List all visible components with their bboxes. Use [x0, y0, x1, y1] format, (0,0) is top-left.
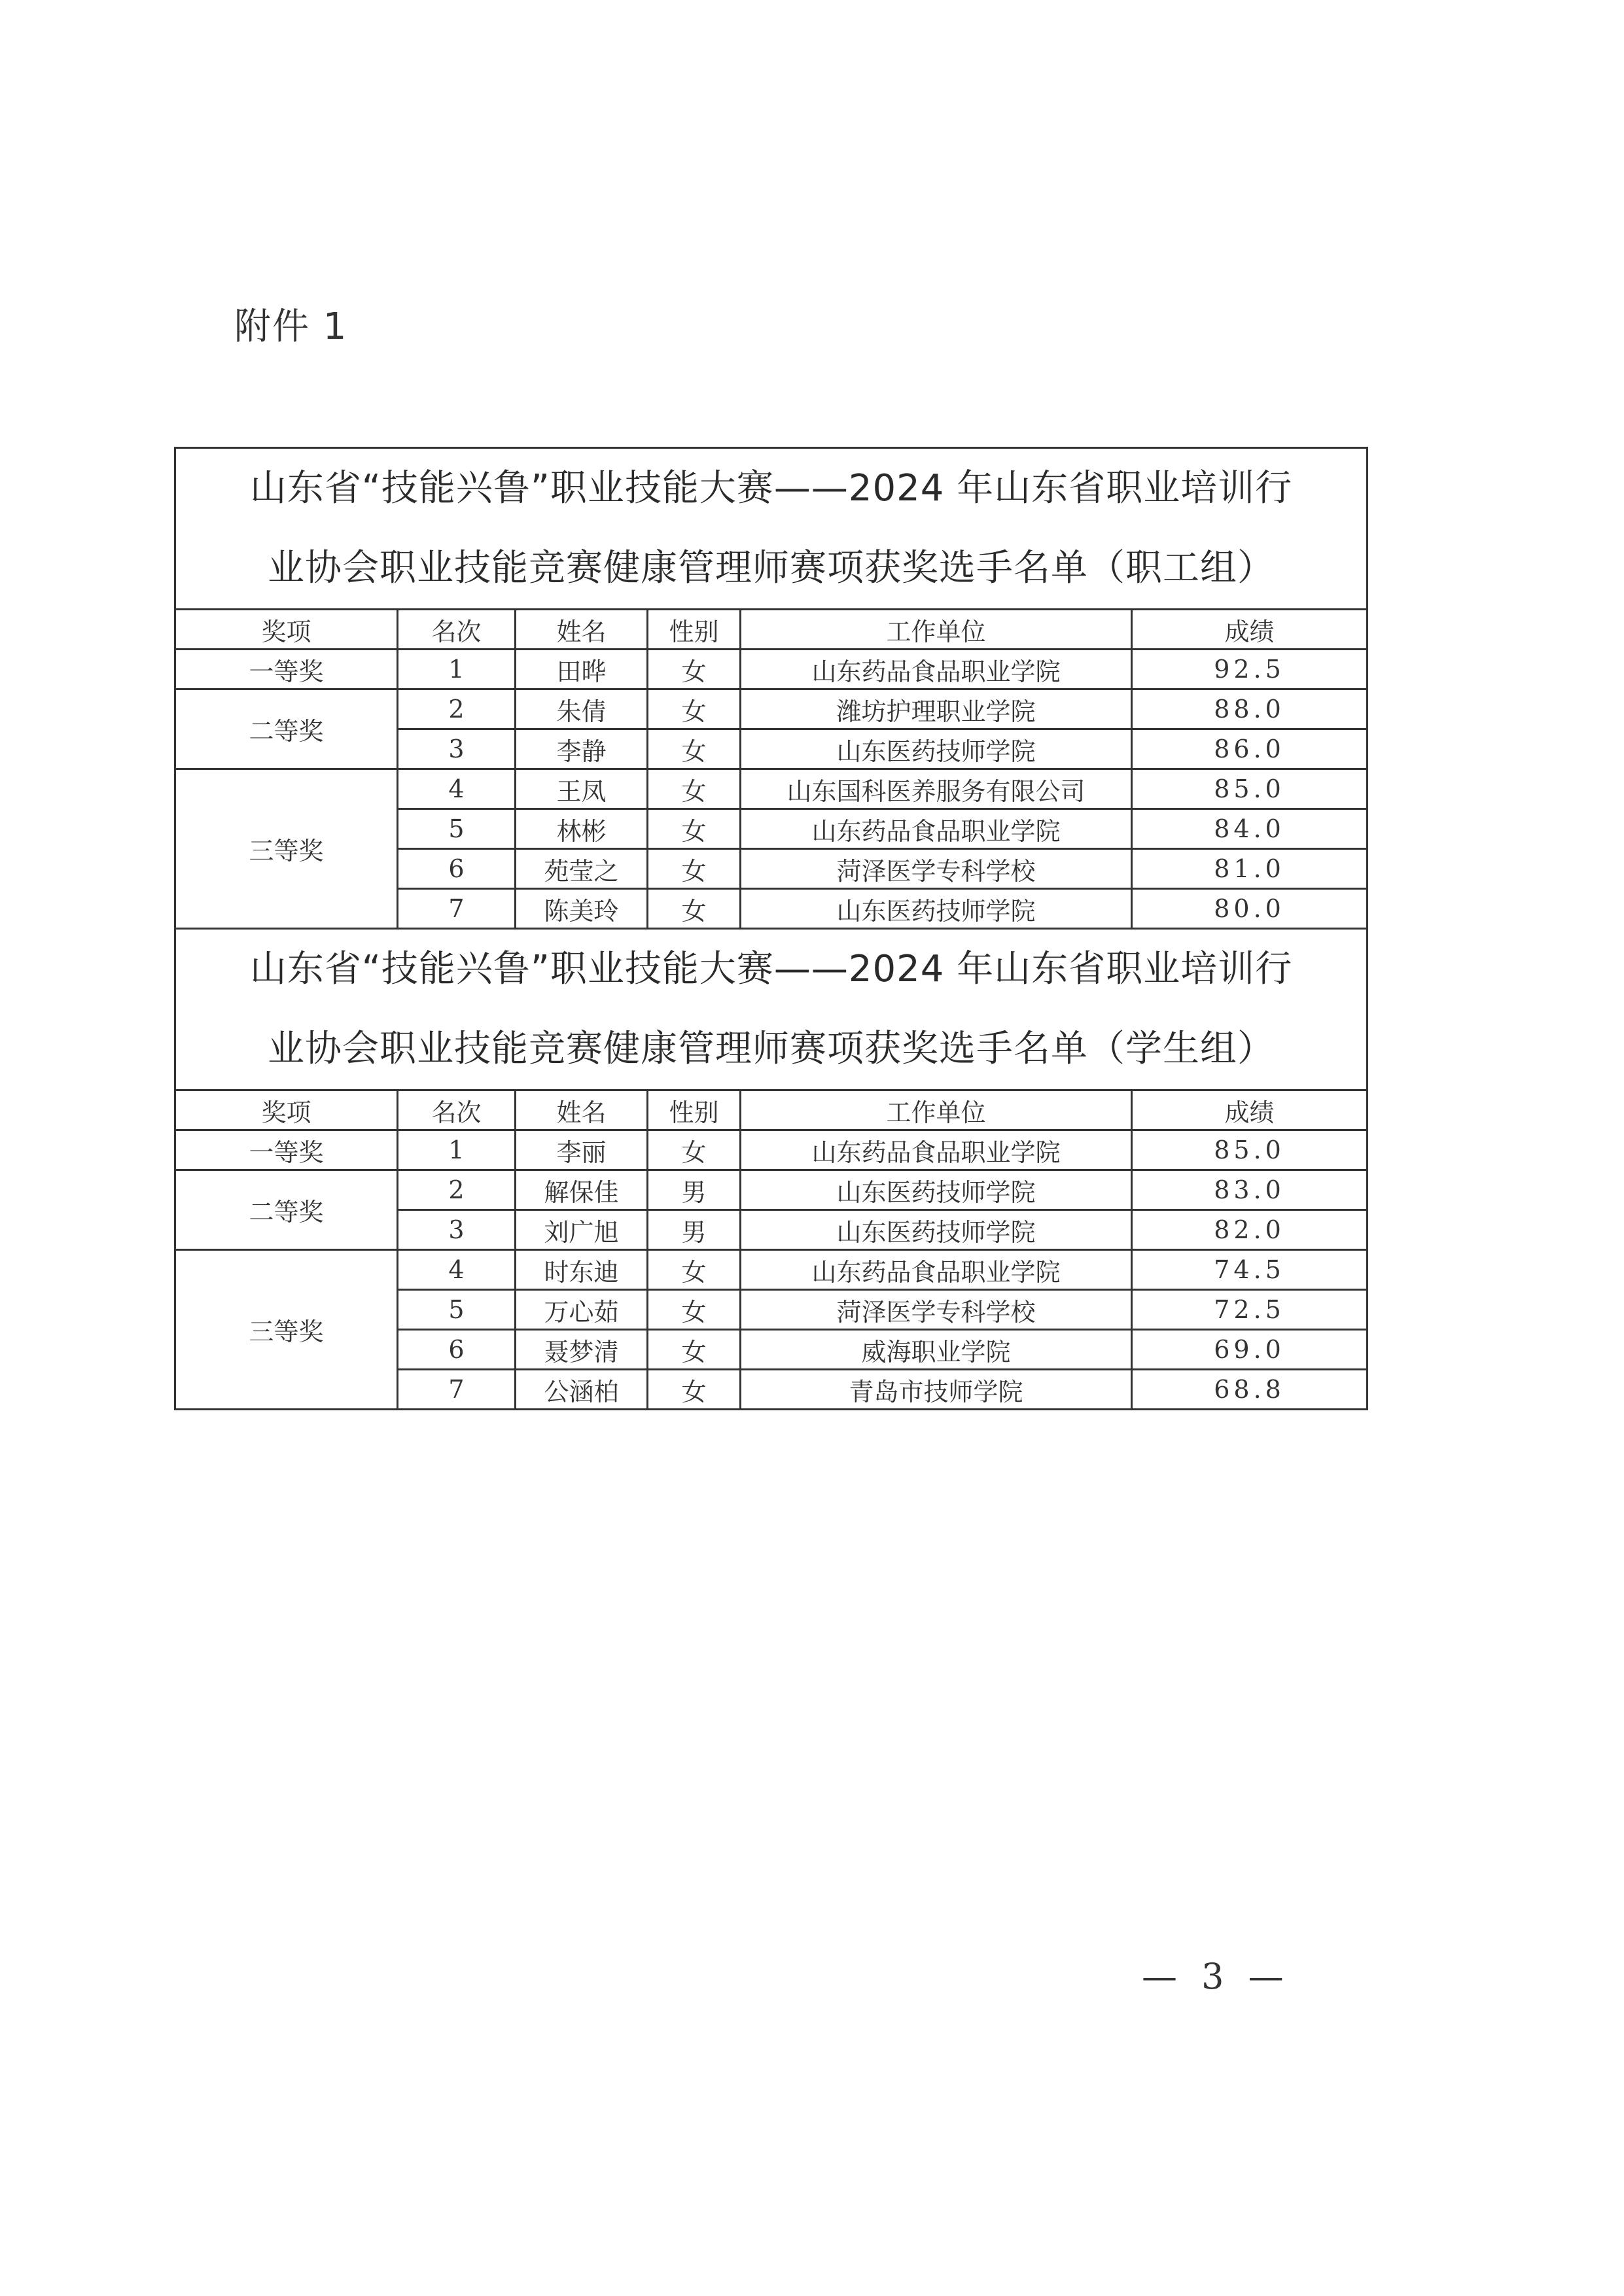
section-title-line1: 山东省“技能兴鲁”职业技能大赛——2024 年山东省职业培训行 — [249, 467, 1293, 510]
award-cell: 一等奖 — [175, 650, 398, 689]
name-cell: 李静 — [516, 729, 648, 769]
table-row — [175, 769, 1368, 809]
unit-cell: 青岛市技师学院 — [741, 1370, 1132, 1410]
column-header: 工作单位 — [741, 610, 1132, 650]
name-cell: 解保佳 — [516, 1170, 648, 1210]
rank-cell: 5 — [398, 809, 516, 849]
name-cell: 陈美玲 — [516, 889, 648, 929]
column-header: 成绩 — [1132, 610, 1368, 650]
column-header: 名次 — [398, 1090, 516, 1130]
gender-cell: 女 — [648, 689, 741, 729]
score-cell: 80.0 — [1132, 889, 1368, 929]
name-cell: 聂梦清 — [516, 1330, 648, 1370]
unit-cell: 潍坊护理职业学院 — [741, 689, 1132, 729]
rank-cell: 6 — [398, 1330, 516, 1370]
score-cell: 84.0 — [1132, 809, 1368, 849]
gender-cell: 女 — [648, 849, 741, 889]
unit-cell: 山东医药技师学院 — [741, 1170, 1132, 1210]
unit-cell: 菏泽医学专科学校 — [741, 849, 1132, 889]
page-number: — 3 — — [1142, 1956, 1290, 1997]
gender-cell: 男 — [648, 1170, 741, 1210]
awards-table — [174, 447, 1368, 1410]
rank-cell: 3 — [398, 1210, 516, 1250]
gender-cell: 女 — [648, 650, 741, 689]
unit-cell: 山东国科医养服务有限公司 — [741, 769, 1132, 809]
score-cell: 81.0 — [1132, 849, 1368, 889]
gender-cell: 女 — [648, 769, 741, 809]
table-row — [175, 1250, 1368, 1290]
unit-cell: 山东药品食品职业学院 — [741, 1250, 1132, 1290]
gender-cell: 女 — [648, 1250, 741, 1290]
score-cell: 74.5 — [1132, 1250, 1368, 1290]
table-row — [175, 650, 1368, 689]
table-row — [175, 689, 1368, 729]
name-cell: 田晔 — [516, 650, 648, 689]
column-header: 姓名 — [516, 1090, 648, 1130]
rank-cell: 1 — [398, 650, 516, 689]
section-title-row — [175, 448, 1368, 610]
rank-cell: 4 — [398, 1250, 516, 1290]
section-title-row — [175, 929, 1368, 1090]
award-cell: 三等奖 — [175, 1250, 398, 1410]
awards-table-container — [174, 447, 1366, 1410]
name-cell: 苑莹之 — [516, 849, 648, 889]
section-title — [175, 448, 1368, 610]
score-cell: 82.0 — [1132, 1210, 1368, 1250]
unit-cell: 菏泽医学专科学校 — [741, 1290, 1132, 1330]
award-cell: 二等奖 — [175, 689, 398, 769]
score-cell: 68.8 — [1132, 1370, 1368, 1410]
name-cell: 公涵柏 — [516, 1370, 648, 1410]
score-cell: 85.0 — [1132, 769, 1368, 809]
gender-cell: 男 — [648, 1210, 741, 1250]
unit-cell: 山东医药技师学院 — [741, 1210, 1132, 1250]
gender-cell: 女 — [648, 889, 741, 929]
score-cell: 72.5 — [1132, 1290, 1368, 1330]
column-header: 成绩 — [1132, 1090, 1368, 1130]
rank-cell: 4 — [398, 769, 516, 809]
award-cell: 一等奖 — [175, 1130, 398, 1170]
table-row — [175, 1130, 1368, 1170]
gender-cell: 女 — [648, 1290, 741, 1330]
score-cell: 69.0 — [1132, 1330, 1368, 1370]
name-cell: 万心茹 — [516, 1290, 648, 1330]
unit-cell: 山东医药技师学院 — [741, 889, 1132, 929]
score-cell: 85.0 — [1132, 1130, 1368, 1170]
column-header: 奖项 — [175, 1090, 398, 1130]
rank-cell: 3 — [398, 729, 516, 769]
gender-cell: 女 — [648, 729, 741, 769]
column-header: 姓名 — [516, 610, 648, 650]
rank-cell: 7 — [398, 889, 516, 929]
score-cell: 88.0 — [1132, 689, 1368, 729]
gender-cell: 女 — [648, 1370, 741, 1410]
name-cell: 王凤 — [516, 769, 648, 809]
award-cell: 二等奖 — [175, 1170, 398, 1250]
name-cell: 朱倩 — [516, 689, 648, 729]
column-header: 性别 — [648, 1090, 741, 1130]
gender-cell: 女 — [648, 1330, 741, 1370]
column-header: 性别 — [648, 610, 741, 650]
unit-cell: 山东医药技师学院 — [741, 729, 1132, 769]
rank-cell: 7 — [398, 1370, 516, 1410]
rank-cell: 2 — [398, 1170, 516, 1210]
unit-cell: 山东药品食品职业学院 — [741, 809, 1132, 849]
gender-cell: 女 — [648, 809, 741, 849]
rank-cell: 5 — [398, 1290, 516, 1330]
section-title-line2: 业协会职业技能竞赛健康管理师赛项获奖选手名单（学生组） — [268, 1028, 1275, 1070]
column-header: 奖项 — [175, 610, 398, 650]
section-title — [175, 929, 1368, 1090]
name-cell: 林彬 — [516, 809, 648, 849]
attachment-label: 附件 1 — [234, 305, 348, 348]
rank-cell: 1 — [398, 1130, 516, 1170]
award-cell: 三等奖 — [175, 769, 398, 929]
unit-cell: 山东药品食品职业学院 — [741, 650, 1132, 689]
column-header-row — [175, 610, 1368, 650]
unit-cell: 威海职业学院 — [741, 1330, 1132, 1370]
column-header-row — [175, 1090, 1368, 1130]
name-cell: 刘广旭 — [516, 1210, 648, 1250]
gender-cell: 女 — [648, 1130, 741, 1170]
rank-cell: 6 — [398, 849, 516, 889]
unit-cell: 山东药品食品职业学院 — [741, 1130, 1132, 1170]
section-title-line1: 山东省“技能兴鲁”职业技能大赛——2024 年山东省职业培训行 — [249, 948, 1293, 990]
column-header: 工作单位 — [741, 1090, 1132, 1130]
rank-cell: 2 — [398, 689, 516, 729]
score-cell: 83.0 — [1132, 1170, 1368, 1210]
section-title-line2: 业协会职业技能竞赛健康管理师赛项获奖选手名单（职工组） — [268, 547, 1275, 589]
score-cell: 86.0 — [1132, 729, 1368, 769]
score-cell: 92.5 — [1132, 650, 1368, 689]
name-cell: 李丽 — [516, 1130, 648, 1170]
name-cell: 时东迪 — [516, 1250, 648, 1290]
table-row — [175, 1170, 1368, 1210]
column-header: 名次 — [398, 610, 516, 650]
